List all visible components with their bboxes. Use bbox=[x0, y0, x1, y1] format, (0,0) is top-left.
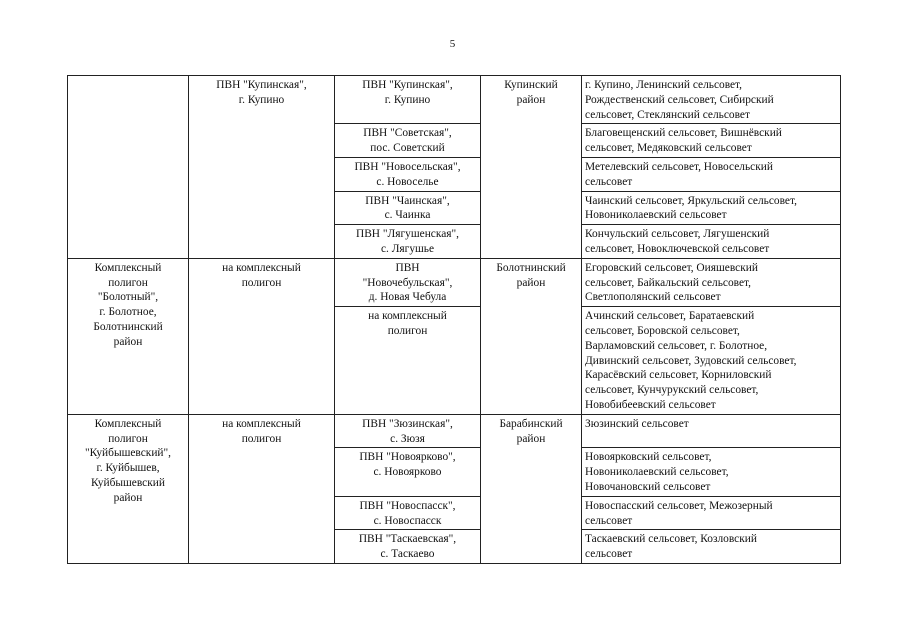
collection-point-cell: ПВН "Советская", пос. Советский bbox=[335, 124, 481, 158]
table-row bbox=[68, 76, 841, 124]
councils-cell: Благовещенский сельсовет, Вишнёвский сельсовет, Медяковский сельсовет bbox=[582, 124, 841, 158]
district-cell: Купинский район bbox=[481, 76, 582, 259]
table-row bbox=[68, 414, 841, 448]
councils-cell: Егоровский сельсовет, Оияшевский сельсовет, Байкальский сельсовет, Светлополянский сельсовет bbox=[582, 258, 841, 306]
councils-cell: Новоярковский сельсовет, Новониколаевский сельсовет, Новочановский сельсовет bbox=[582, 448, 841, 496]
polygon-cell bbox=[68, 76, 189, 259]
councils-cell: Чаинский сельсовет, Яркульский сельсовет, Новониколаевский сельсовет bbox=[582, 191, 841, 225]
collection-point-cell: ПВН "Новоярково", с. Новоярково bbox=[335, 448, 481, 496]
councils-cell: Кончульский сельсовет, Лягушенский сельсовет, Новоключевской сельсовет bbox=[582, 225, 841, 259]
distribution-table bbox=[67, 75, 841, 564]
location-cell: на комплексный полигон bbox=[189, 258, 335, 414]
district-cell: Болотнинский район bbox=[481, 258, 582, 414]
polygon-cell: Комплексный полигон "Болотный", г. Болотное, Болотнинский район bbox=[68, 258, 189, 414]
collection-point-cell: ПВН "Новочебульская", д. Новая Чебула bbox=[335, 258, 481, 306]
collection-point-cell: на комплексный полигон bbox=[335, 307, 481, 415]
collection-point-cell: ПВН "Купинская", г. Купино bbox=[335, 76, 481, 124]
councils-cell: Новоспасский сельсовет, Межозерный сельсовет bbox=[582, 496, 841, 530]
location-cell: ПВН "Купинская", г. Купино bbox=[189, 76, 335, 259]
collection-point-cell: ПВН "Лягушенская", с. Лягушье bbox=[335, 225, 481, 259]
collection-point-cell: ПВН "Новосельская", с. Новоселье bbox=[335, 157, 481, 191]
collection-point-cell: ПВН "Новоспасск", с. Новоспасск bbox=[335, 496, 481, 530]
page-number: 5 bbox=[449, 38, 456, 50]
district-cell: Барабинский район bbox=[481, 414, 582, 563]
collection-point-cell: ПВН "Чаинская", с. Чаинка bbox=[335, 191, 481, 225]
polygon-cell: Комплексный полигон "Куйбышевский", г. Куйбышев, Куйбышевский район bbox=[68, 414, 189, 563]
councils-cell: Ачинский сельсовет, Баратаевский сельсовет, Боровской сельсовет, Варламовский сельсовет, г. Болотное, Дивинский сельсовет, Зудовский сельсовет, Карасёвский сельсовет, Корниловский сельсовет, Кунчурукский сельсовет, Новобибеевский сельсовет bbox=[582, 307, 841, 415]
councils-cell: Таскаевский сельсовет, Козловский сельсовет bbox=[582, 530, 841, 564]
collection-point-cell: ПВН "Таскаевская", с. Таскаево bbox=[335, 530, 481, 564]
collection-point-cell: ПВН "Зюзинская", с. Зюзя bbox=[335, 414, 481, 448]
location-cell: на комплексный полигон bbox=[189, 414, 335, 563]
table-row bbox=[68, 258, 841, 306]
councils-cell: Зюзинский сельсовет bbox=[582, 414, 841, 448]
councils-cell: Метелевский сельсовет, Новосельский сельсовет bbox=[582, 157, 841, 191]
councils-cell: г. Купино, Ленинский сельсовет, Рождественский сельсовет, Сибирский сельсовет, Стеклянский сельсовет bbox=[582, 76, 841, 124]
